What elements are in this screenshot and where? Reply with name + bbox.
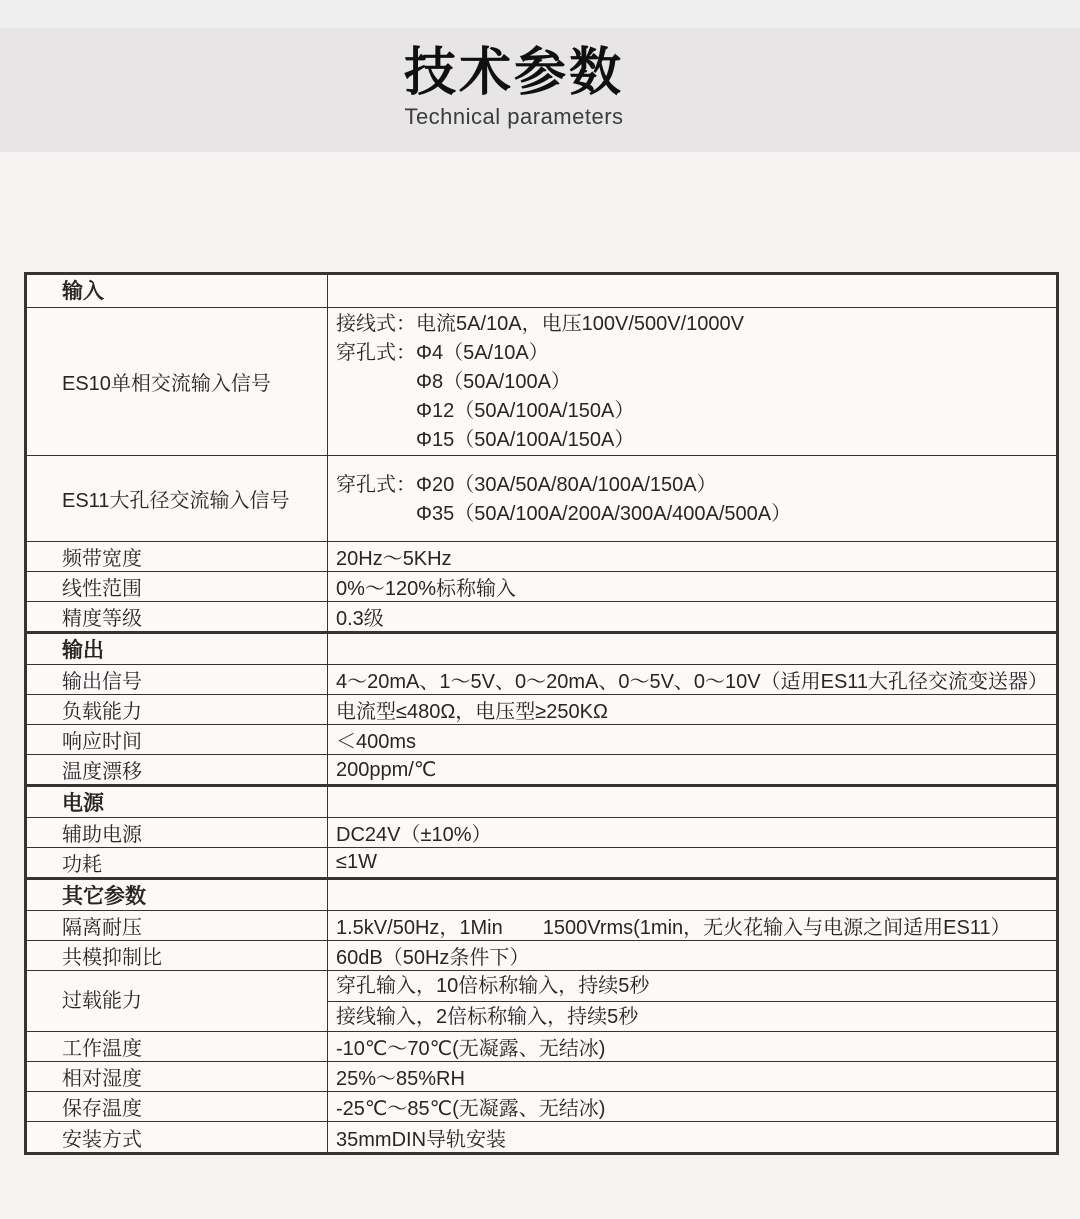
table-row (26, 941, 1058, 971)
param-value (328, 633, 1058, 665)
param-label: 保存温度 (26, 1092, 328, 1122)
param-value-line: Φ15（50A/100A/150A） (416, 429, 635, 451)
param-value: 20Hz～5KHz (328, 542, 1058, 572)
param-label: 隔离耐压 (26, 911, 328, 941)
table-row (26, 542, 1058, 572)
table-row (26, 818, 1058, 848)
param-value: DC24V（±10%） (328, 818, 1058, 848)
param-label: 输出信号 (26, 665, 328, 695)
section-row (26, 786, 1058, 818)
table-row (26, 1062, 1058, 1092)
table-row (26, 725, 1058, 755)
param-value (328, 971, 1058, 1032)
param-value (328, 274, 1058, 308)
table-row (26, 572, 1058, 602)
spec-table-wrap (24, 272, 1056, 1155)
param-value: -10℃～70℃(无凝露、无结冰) (328, 1032, 1058, 1062)
section-label: 输出 (26, 633, 328, 665)
param-label: 功耗 (26, 848, 328, 879)
param-value (328, 308, 1058, 456)
table-row (26, 971, 1058, 1032)
param-label: 共模抑制比 (26, 941, 328, 971)
param-value (328, 456, 1058, 542)
param-label: 精度等级 (26, 602, 328, 633)
param-label: 线性范围 (26, 572, 328, 602)
param-value: 200ppm/℃ (328, 755, 1058, 786)
table-row (26, 308, 1058, 456)
param-value-line: Φ12（50A/100A/150A） (416, 400, 635, 422)
param-label: ES11大孔径交流输入信号 (26, 456, 328, 542)
page-title: 技术参数 (403, 44, 624, 102)
param-value-line: Φ8（50A/100A） (416, 371, 571, 393)
param-value-line: 接线输入，2倍标称输入，持续5秒 (328, 1001, 1056, 1031)
top-strip (0, 0, 1080, 28)
param-value: ≤1W (328, 848, 1058, 879)
param-value: 1.5kV/50Hz，1Min 1500Vrms(1min，无火花输入与电源之间适用ES11） (328, 911, 1058, 941)
param-value-line: 穿孔式：Φ4（5A/10A） (336, 342, 549, 364)
table-row (26, 602, 1058, 633)
section-label: 输入 (26, 274, 328, 308)
param-value: 25%～85%RH (328, 1062, 1058, 1092)
table-row (26, 695, 1058, 725)
param-value: 60dB（50Hz条件下） (328, 941, 1058, 971)
param-value: 4～20mA、1～5V、0～20mA、0～5V、0～10V（适用ES11大孔径交流变送器） (328, 665, 1058, 695)
param-value (328, 786, 1058, 818)
param-value-line: 穿孔式：Φ20（30A/50A/80A/100A/150A） (336, 473, 717, 496)
table-row (26, 665, 1058, 695)
table-row (26, 848, 1058, 879)
param-value: -25℃～85℃(无凝露、无结冰) (328, 1092, 1058, 1122)
param-value-line: 穿孔输入，10倍标称输入，持续5秒 (336, 975, 650, 997)
param-label: 负载能力 (26, 695, 328, 725)
param-label: ES10单相交流输入信号 (26, 308, 328, 456)
param-label: 频带宽度 (26, 542, 328, 572)
section-row (26, 274, 1058, 308)
title-band (0, 28, 1080, 152)
param-value: 35mmDIN导轨安装 (328, 1122, 1058, 1154)
param-label: 相对湿度 (26, 1062, 328, 1092)
param-value-line: Φ35（50A/100A/200A/300A/400A/500A） (416, 502, 792, 525)
section-label: 其它参数 (26, 879, 328, 911)
table-row (26, 755, 1058, 786)
section-row (26, 879, 1058, 911)
param-label: 温度漂移 (26, 755, 328, 786)
title-block (404, 28, 624, 130)
param-label: 响应时间 (26, 725, 328, 755)
table-row (26, 1122, 1058, 1154)
table-row (26, 911, 1058, 941)
table-row (26, 456, 1058, 542)
spec-table (24, 272, 1059, 1155)
param-value: 0.3级 (328, 602, 1058, 633)
param-label: 过载能力 (26, 971, 328, 1032)
param-value: 0%～120%标称输入 (328, 572, 1058, 602)
section-label: 电源 (26, 786, 328, 818)
table-row (26, 1032, 1058, 1062)
param-label: 工作温度 (26, 1032, 328, 1062)
param-value: 电流型≤480Ω，电压型≥250KΩ (328, 695, 1058, 725)
param-value (328, 879, 1058, 911)
param-value-line: 接线式：电流5A/10A，电压100V/500V/1000V (336, 313, 744, 335)
page-subtitle: Technical parameters (404, 104, 624, 129)
param-value: ＜400ms (328, 725, 1058, 755)
table-row (26, 1092, 1058, 1122)
param-label: 辅助电源 (26, 818, 328, 848)
section-row (26, 633, 1058, 665)
param-label: 安装方式 (26, 1122, 328, 1154)
